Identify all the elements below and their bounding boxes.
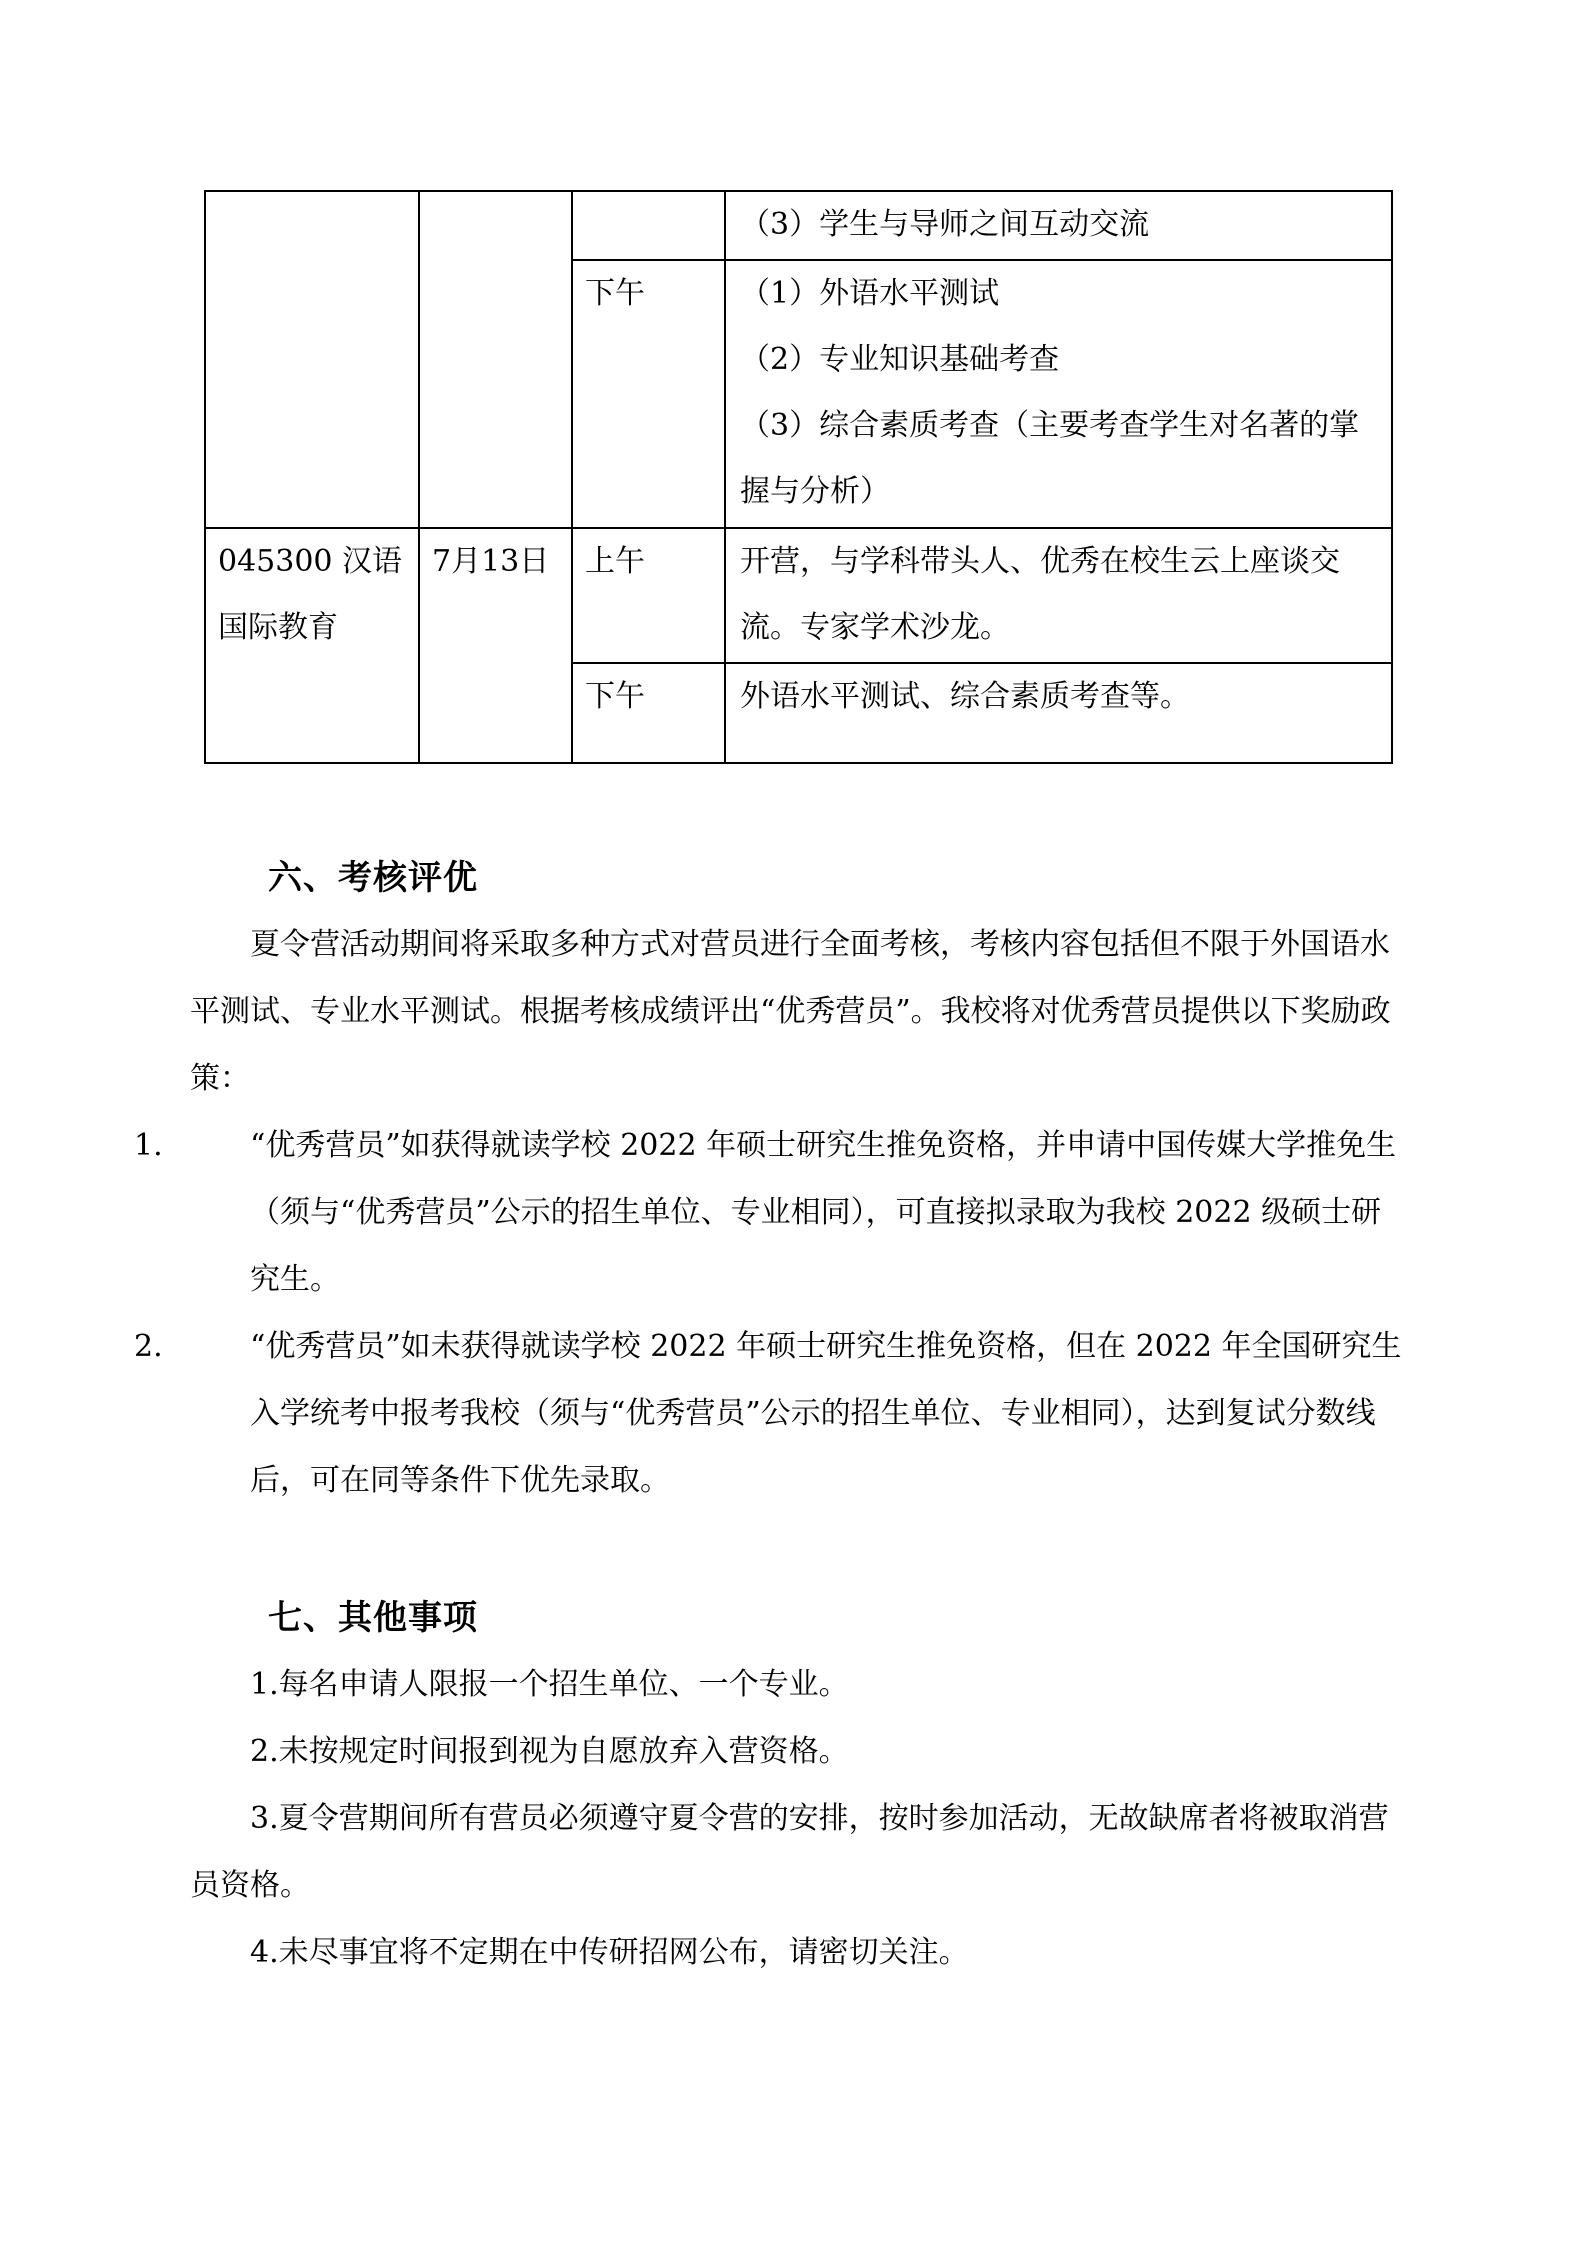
reward-policy-list	[134, 1112, 1405, 1514]
section-heading-other: 七、其他事项	[268, 1598, 478, 1638]
other-item: 1.每名申请人限报一个招生单位、一个专业。	[250, 1667, 849, 1702]
other-item: 2.未按规定时间报到视为自愿放弃入营资格。	[250, 1734, 849, 1769]
table-cell-session: 上午	[572, 528, 725, 663]
section-heading-evaluation: 六、考核评优	[268, 858, 478, 898]
table-cell-program: 045300 汉语国际教育	[205, 528, 419, 763]
list-item	[134, 1313, 1405, 1514]
table-cell-session: 下午	[572, 663, 725, 763]
activity-line: （3）综合素质考查（主要考查学生对名著的掌握与分析）	[740, 408, 1360, 509]
activity-line: （1）外语水平测试	[740, 276, 1000, 311]
list-item-number: 2.	[134, 1329, 163, 1364]
list-item-text: “优秀营员”如获得就读学校 2022 年硕士研究生推免资格，并申请中国传媒大学推免生（须与“优秀营员”公示的招生单位、专业相同），可直接拟录取为我校 2022 级硕士研究生。	[250, 1128, 1397, 1297]
table-cell-activity	[725, 191, 1392, 260]
list-item-number: 1.	[134, 1128, 163, 1163]
activity-line: 外语水平测试、综合素质考查等。	[740, 679, 1190, 714]
activity-line: （2）专业知识基础考查	[740, 342, 1060, 377]
table-cell-session: 下午	[572, 260, 725, 528]
table-cell-date	[419, 191, 572, 528]
table-row	[205, 191, 1392, 260]
evaluation-intro-paragraph: 夏令营活动期间将采取多种方式对营员进行全面考核，考核内容包括但不限于外国语水平测试、专业水平测试。根据考核成绩评出“优秀营员”。我校将对优秀营员提供以下奖励政策：	[190, 927, 1391, 1096]
table-cell-activity	[725, 663, 1392, 763]
other-item: 4.未尽事宜将不定期在中传研招网公布，请密切关注。	[250, 1935, 969, 1970]
table-cell-session	[572, 191, 725, 260]
table-row	[205, 528, 1392, 663]
activity-line: （3）学生与导师之间互动交流	[740, 207, 1150, 242]
list-item	[134, 1112, 1405, 1313]
schedule-table	[204, 190, 1393, 764]
table-cell-activity	[725, 528, 1392, 663]
table-cell-date: 7月13日	[419, 528, 572, 763]
table-cell-activity	[725, 260, 1392, 528]
table-cell-program	[205, 191, 419, 528]
other-item: 3.夏令营期间所有营员必须遵守夏令营的安排，按时参加活动，无故缺席者将被取消营员资格。	[190, 1801, 1389, 1903]
list-item-text: “优秀营员”如未获得就读学校 2022 年硕士研究生推免资格，但在 2022 年全国研究生入学统考中报考我校（须与“优秀营员”公示的招生单位、专业相同），达到复试分数线后，可在同等条件下优先录取。	[250, 1329, 1402, 1498]
activity-line: 开营，与学科带头人、优秀在校生云上座谈交流。专家学术沙龙。	[740, 544, 1340, 645]
